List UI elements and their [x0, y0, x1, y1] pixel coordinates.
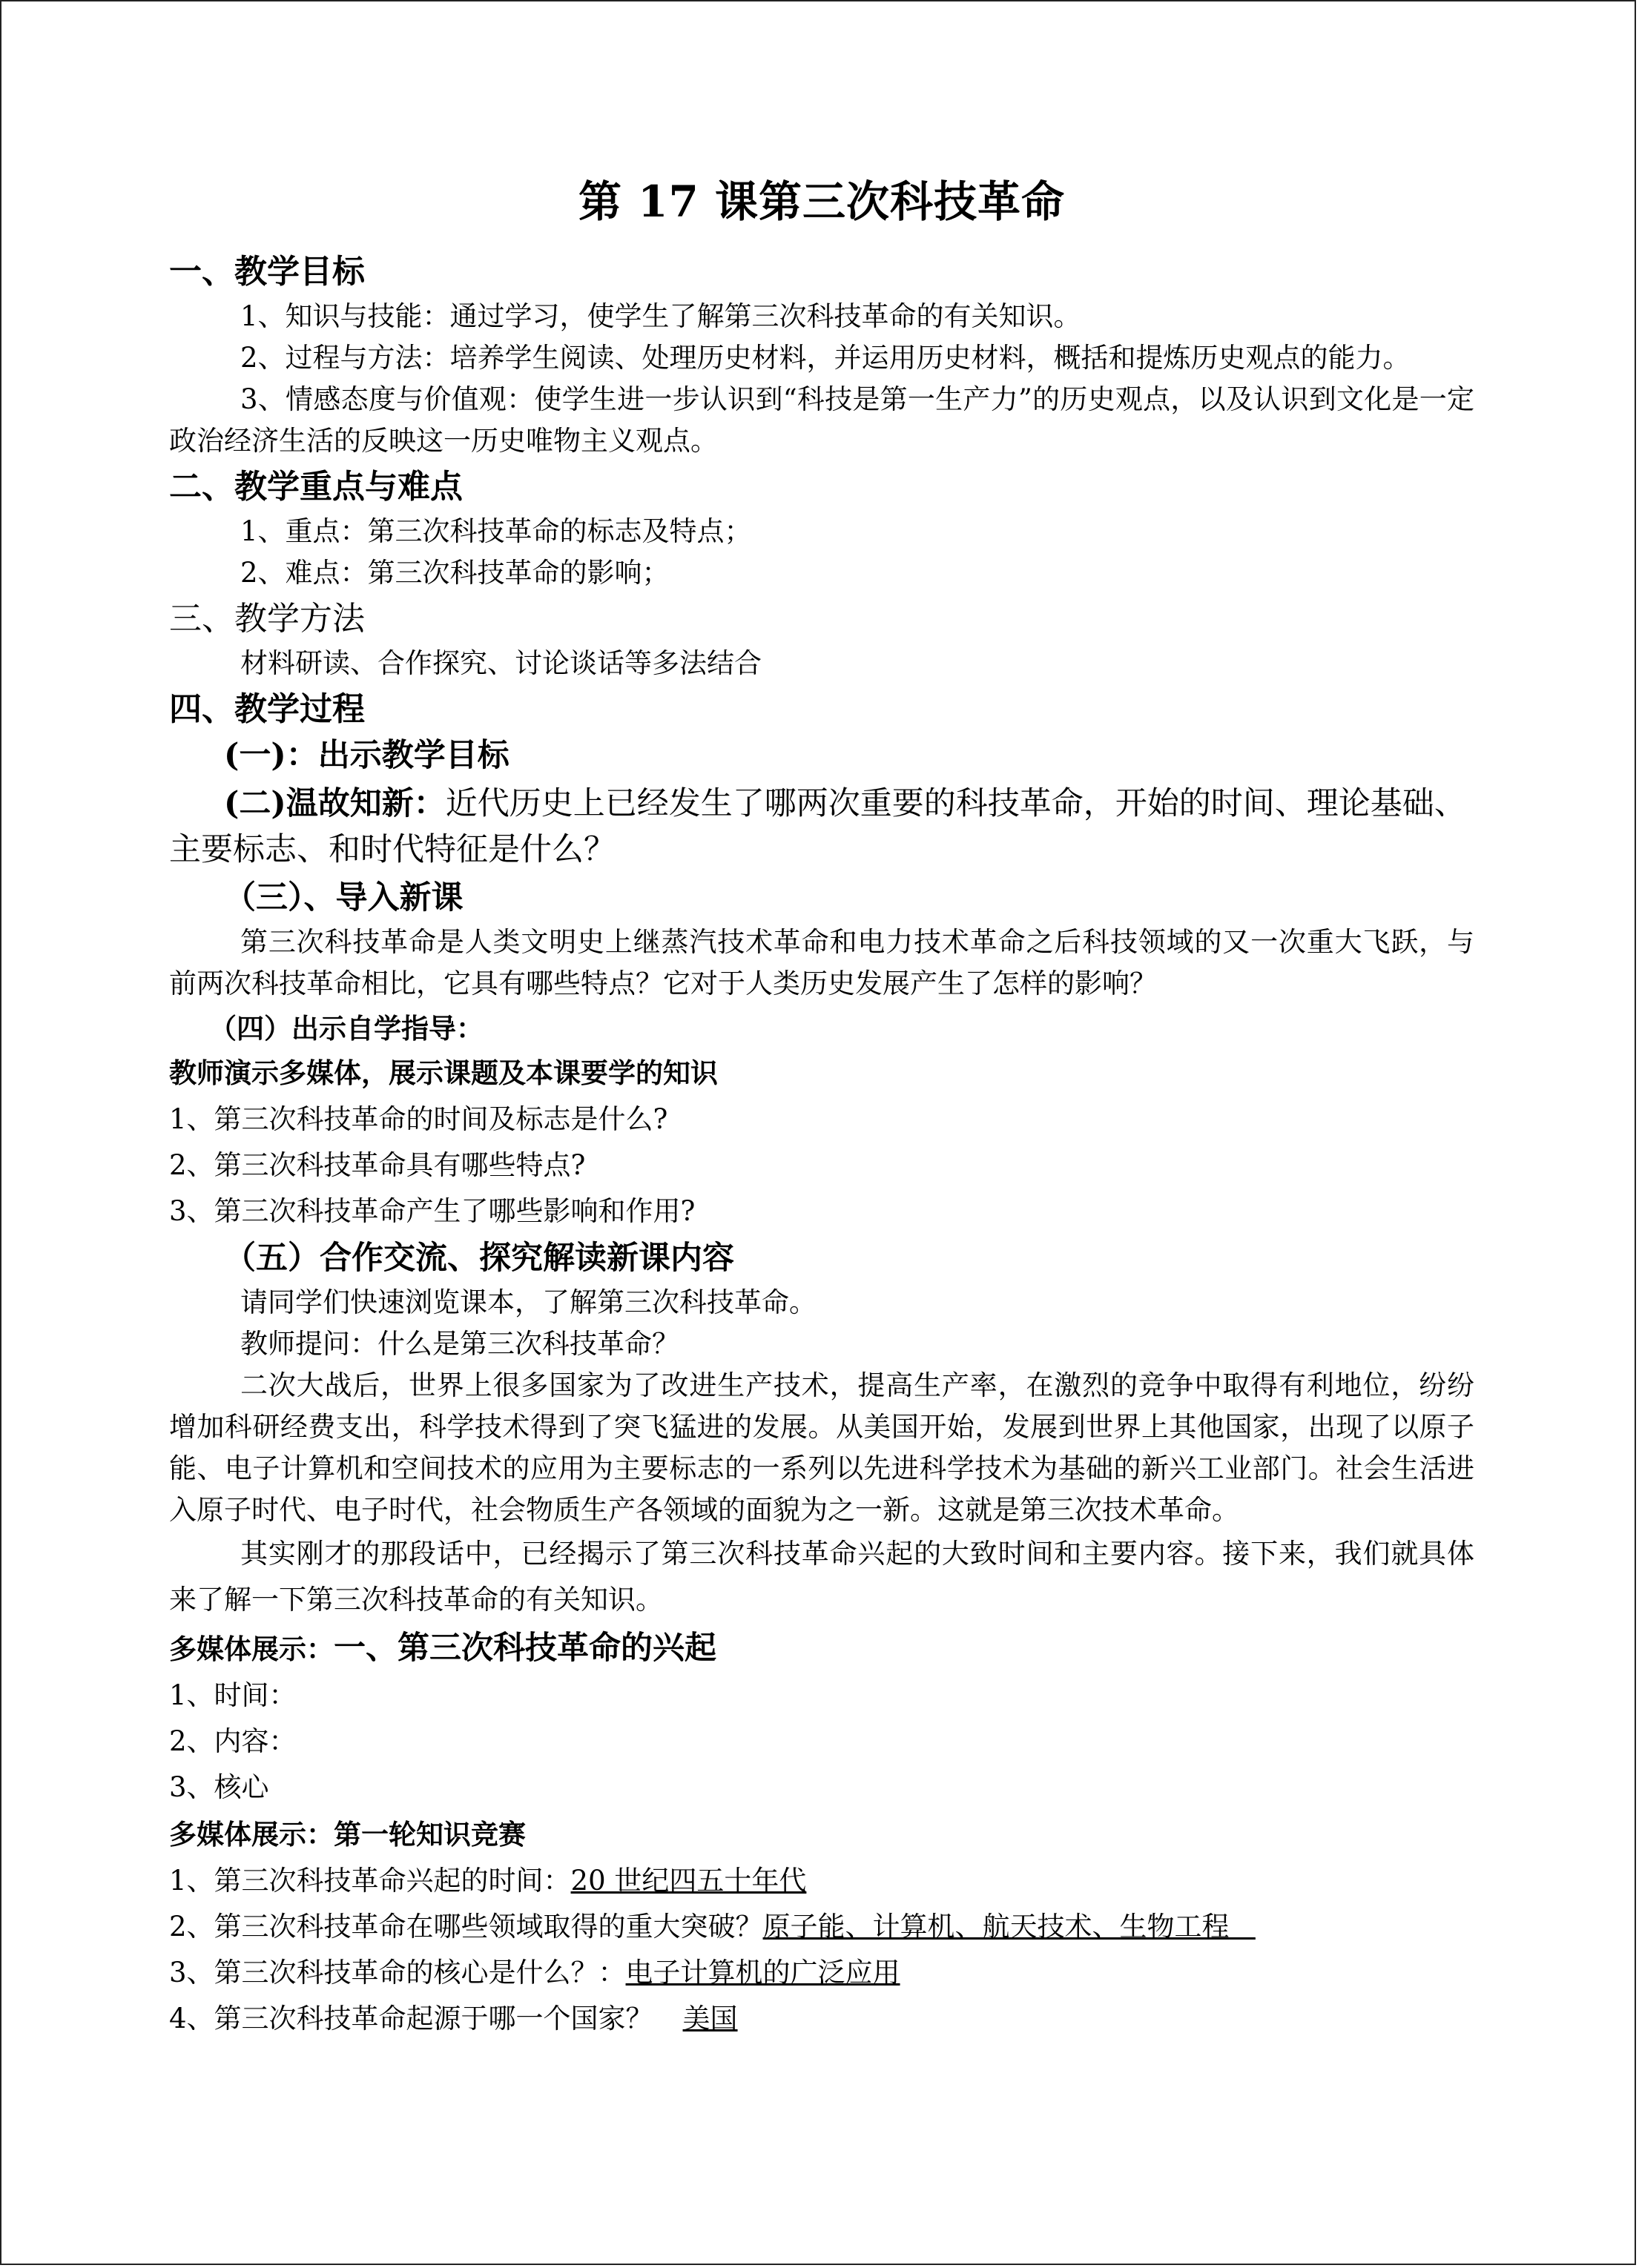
section-heading-objectives: 一、教学目标	[169, 253, 365, 291]
guide-question: 1、第三次科技革命的时间及标志是什么?	[169, 1103, 668, 1135]
quiz-answer: 20 世纪四五十年代	[570, 1865, 807, 1897]
multimedia-item: 3、核心	[169, 1771, 269, 1803]
quiz-answer: 原子能、计算机、航天技术、生物工程	[762, 1911, 1230, 1943]
quiz-question: 2、第三次科技革命在哪些领域取得的重大突破？	[169, 1911, 763, 1943]
step-2-paragraph	[169, 781, 1474, 873]
multimedia-topic: 一、第三次科技革命的兴起	[334, 1630, 716, 1667]
multimedia-item: 1、时间：	[169, 1679, 297, 1711]
step-3-text: 第三次科技革命是人类文明史上继蒸汽技术革命和电力技术革命之后科技领域的又一次重大飞跃，与前两次科技革命相比，它具有哪些特点？它对于人类历史发展产生了怎样的影响？	[169, 926, 1474, 999]
quiz-question: 1、第三次科技革命兴起的时间：	[169, 1865, 571, 1897]
guide-question: 3、第三次科技革命产生了哪些影响和作用?	[169, 1195, 696, 1227]
objective-item: 1、知识与技能：通过学习，使学生了解第三次科技革命的有关知识。	[240, 300, 1081, 332]
objective-item: 3、情感态度与价值观：使学生进一步认识到“科技是第一生产力”的历史观点，以及认识到文化是一定政治经济生活的反映这一历史唯物主义观点。	[169, 383, 1474, 457]
quiz-item	[169, 1996, 1474, 2042]
section-heading-methods: 三、教学方法	[169, 600, 365, 638]
methods-text: 材料研读、合作探究、讨论谈话等多法结合	[240, 647, 762, 679]
key-point-item: 2、难点：第三次科技革命的影响；	[240, 557, 670, 589]
document-body	[169, 167, 1474, 2042]
quiz-answer: 美国	[682, 2003, 738, 2034]
step-5-text: 教师提问：什么是第三次科技革命？	[240, 1328, 679, 1360]
multimedia-label: 多媒体展示：	[169, 1633, 334, 1665]
page-title: 第 17 课第三次科技革命	[578, 176, 1066, 227]
key-point-item: 1、重点：第三次科技革命的标志及特点；	[240, 515, 752, 547]
step-3-heading: （三）、导入新课	[224, 879, 464, 916]
step-4-heading: （四）出示自学指导：	[209, 1012, 484, 1045]
step-5-paragraph: 二次大战后，世界上很多国家为了改进生产技术，提高生产率，在激烈的竞争中取得有利地位，纷纷增加科研经费支出，科学技术得到了突飞猛进的发展。从美国开始，发展到世界上其他国家，出现了以原子能、电子计算机和空间技术的应用为主要标志的一系列以先进科学技术为基础的新兴工业部门。社会生活进入原子时代、电子时代，社会物质生产各领域的面貌为之一新。这就是第三次技术革命。	[169, 1369, 1474, 1526]
multimedia-heading-2: 多媒体展示：第一轮知识竞赛	[169, 1818, 526, 1851]
multimedia-item: 2、内容：	[169, 1725, 297, 1757]
step-4-subheading: 教师演示多媒体，展示课题及本课要学的知识	[169, 1057, 718, 1089]
quiz-answer: 电子计算机的广泛应用	[625, 1957, 900, 1988]
section-heading-process: 四、教学过程	[169, 690, 365, 728]
guide-question: 2、第三次科技革命具有哪些特点?	[169, 1149, 586, 1181]
step-5-text: 请同学们快速浏览课本，了解第三次科技革命。	[240, 1286, 817, 1318]
section-heading-key-points: 二、教学重点与难点	[169, 468, 463, 506]
step-2-text: 近代历史上已经发生了哪两次重要的科技革命，开始的时间、理论基础、主要标志、和时代特征是什么？	[169, 785, 1466, 868]
objective-item: 2、过程与方法：培养学生阅读、处理历史材料，并运用历史材料，概括和提炼历史观点的能力。	[240, 342, 1411, 374]
step-1-heading: (一)：出示教学目标	[224, 737, 509, 774]
quiz-item	[169, 1904, 1474, 1950]
quiz-question: 4、第三次科技革命起源于哪一个国家？	[169, 2003, 653, 2034]
multimedia-heading-1	[169, 1627, 1474, 1670]
quiz-question: 3、第三次科技革命的核心是什么？：	[169, 1957, 626, 1988]
quiz-item	[169, 1950, 1474, 1996]
step-5-paragraph: 其实刚才的那段话中，已经揭示了第三次科技革命兴起的大致时间和主要内容。接下来，我们就具体来了解一下第三次科技革命的有关知识。	[169, 1538, 1474, 1616]
quiz-item	[169, 1858, 1474, 1904]
step-2-label: (二)温故知新：	[224, 785, 446, 822]
step-5-heading: （五）合作交流、探究解读新课内容	[224, 1240, 734, 1277]
